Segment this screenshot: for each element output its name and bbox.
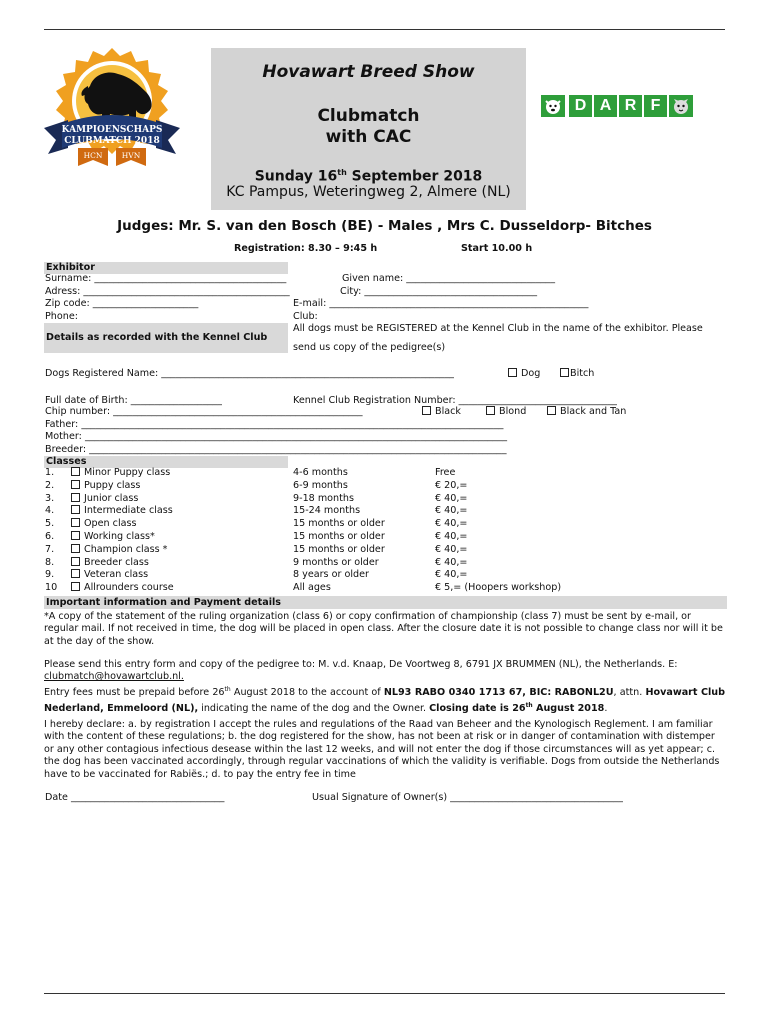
class-number: 4.	[45, 505, 55, 517]
send-instructions: Please send this entry form and copy of the pedigree to: M. v.d. Knaap, De Voortweg 8, 6791 JX BRUMMEN (NL), the Netherlands. E: clubmatch@hovawartclub.nl.	[44, 659, 678, 683]
black-checkbox[interactable]	[422, 406, 431, 415]
date-of-birth-field[interactable]: Full date of Birth: ___________________	[45, 395, 222, 406]
top-rule	[44, 29, 725, 30]
kc-registration-field[interactable]: Kennel Club Registration Number: _________________________________	[293, 395, 617, 406]
badge-left-text: HCN	[83, 151, 103, 160]
closing-date: Closing date is 26th August 2018	[429, 701, 605, 714]
class-fee: Free	[435, 467, 456, 478]
class-option[interactable]: Allrounders course	[71, 582, 174, 593]
kennel-note-line1: All dogs must be REGISTERED at the Kennel Club in the name of the exhibitor. Please	[293, 323, 703, 334]
class-option[interactable]: Minor Puppy class	[71, 467, 170, 478]
color-black-and-tan-option[interactable]: Black and Tan	[547, 406, 626, 419]
badge-left	[78, 148, 108, 166]
class-fee: € 5,= (Hoopers workshop)	[435, 582, 562, 594]
contact-email-link[interactable]: clubmatch@hovawartclub.nl.	[44, 671, 184, 683]
darf-letter-d: D	[569, 95, 592, 117]
bitch-checkbox[interactable]	[560, 368, 569, 377]
given-name-field[interactable]: Given name: _______________________________	[342, 273, 556, 284]
badge-right	[116, 148, 146, 166]
darf-letter-a: A	[594, 95, 617, 117]
class-number: 10	[45, 582, 58, 594]
clubmatch-title: Clubmatch	[317, 106, 420, 126]
class-statement-note: *A copy of the statement of the ruling organization (class 6) or copy confirmation of championship (class 7) must be sent by e-mail, or regular mail. If not received in time, the dog will be placed in open class. After the closure date it is not possible to change class nor will it be at the day of the show.	[44, 611, 723, 647]
important-heading: Important information and Payment details	[44, 596, 727, 609]
show-title: Hovawart Breed Show	[262, 62, 475, 82]
black-and-tan-checkbox[interactable]	[547, 406, 556, 415]
class-option[interactable]: Veteran class	[71, 569, 148, 580]
darf-logo	[541, 94, 721, 120]
ribbon-line1: KAMPIOENSCHAPS	[61, 125, 163, 135]
registration-time: Registration: 8.30 – 9:45 h	[234, 243, 378, 254]
class-option[interactable]: Intermediate class	[71, 505, 173, 516]
badge-right-text: HVN	[121, 151, 141, 160]
class-option[interactable]: Working class*	[71, 531, 155, 542]
blond-checkbox[interactable]	[486, 406, 495, 415]
cac-title: with CAC	[325, 127, 412, 147]
class-number: 3.	[45, 492, 55, 504]
class-age: 9 months or older	[293, 556, 379, 568]
class-checkbox[interactable]	[71, 518, 80, 527]
cat-face-icon	[669, 95, 693, 117]
date-signature-field[interactable]: Date ________________________________	[45, 792, 225, 803]
class-checkbox[interactable]	[71, 531, 80, 540]
darf-letters	[569, 95, 669, 117]
payment-details: Entry fees must be prepaid before 26th August 2018 to the account of NL93 RABO 0340 1713 67, BIC: RABONL2U, attn. Hovawart Club Nederland, Emmeloord (NL), indicating the name of the dog and the Owner. Closing date is 26th August 2018.	[44, 686, 726, 714]
ribbon-line2: CLUBMATCH 2018	[64, 136, 160, 146]
color-blond-option[interactable]: Blond	[486, 406, 526, 419]
class-checkbox[interactable]	[71, 493, 80, 502]
class-fee: € 40,=	[435, 505, 468, 517]
classes-heading: Classes	[44, 456, 288, 468]
kennel-note-line2: send us copy of the pedigree(s)	[293, 342, 446, 353]
class-age: 15 months or older	[293, 518, 385, 530]
phone-field[interactable]: Phone:	[45, 311, 78, 322]
bank-account: NL93 RABO 0340 1713 67, BIC: RABONL2U	[383, 687, 614, 699]
class-fee: € 40,=	[435, 518, 468, 530]
declaration: I hereby declare: a. by registration I accept the rules and regulations of the Raad van Beheer and the Kynologisch Reglement. I am familiar with the content of these regulations; b. the dog registered for the show, has not been at risk or in danger of contamination with distemper or any other contagious infectious desease within the last 12 weeks, and will not enter the dog if those circumstances will as yet appear; c. the dog has been vaccinated accordingly, through regular vaccinations of which the validity is verifiable. Dogs from outside the Netherlands have to be vaccinated for Rabiës.; d. to pay the entry fee in time	[44, 719, 720, 780]
email-field[interactable]: E-mail: ______________________________________________________	[293, 298, 589, 309]
class-fee: € 20,=	[435, 479, 468, 491]
city-field[interactable]: City: ____________________________________	[340, 286, 538, 297]
darf-letter-f: F	[644, 95, 667, 117]
class-option[interactable]: Breeder class	[71, 557, 149, 568]
color-black-option[interactable]: Black	[422, 406, 461, 419]
class-age: 9-18 months	[293, 492, 354, 504]
class-option[interactable]: Champion class *	[71, 544, 167, 555]
class-number: 6.	[45, 531, 55, 542]
kennel-details-heading: Details as recorded with the Kennel Club	[44, 323, 288, 353]
class-checkbox[interactable]	[71, 480, 80, 489]
class-fee: € 40,=	[435, 569, 468, 581]
class-number: 1.	[45, 467, 55, 478]
club-field[interactable]: Club:	[293, 311, 318, 322]
class-number: 8.	[45, 556, 55, 568]
mother-field[interactable]: Mother: ________________________________________________________________________________________	[45, 431, 508, 442]
bitch-option[interactable]: Bitch	[560, 368, 594, 381]
class-checkbox[interactable]	[71, 544, 80, 553]
surname-field[interactable]: Surname: ________________________________________	[45, 273, 287, 284]
class-age: All ages	[293, 582, 331, 594]
class-age: 8 years or older	[293, 569, 369, 581]
darf-letter-r: R	[619, 95, 642, 117]
venue: KC Pampus, Weteringweg 2, Almere (NL)	[226, 184, 511, 200]
dog-checkbox[interactable]	[508, 368, 517, 377]
class-age: 15-24 months	[293, 505, 361, 517]
dog-registered-name-field[interactable]: Dogs Registered Name: _____________________________________________________________	[45, 368, 454, 379]
class-checkbox[interactable]	[71, 557, 80, 566]
class-option[interactable]: Open class	[71, 518, 137, 529]
class-checkbox[interactable]	[71, 582, 80, 591]
class-fee: € 40,=	[435, 543, 468, 555]
class-fee: € 40,=	[435, 492, 468, 504]
class-number: 9.	[45, 569, 55, 581]
judges-line: Judges: Mr. S. van den Bosch (BE) - Males , Mrs C. Dusseldorp- Bitches	[117, 218, 652, 234]
class-checkbox[interactable]	[71, 505, 80, 514]
start-time: Start 10.00 h	[461, 243, 533, 254]
chip-number-field[interactable]: Chip number: ____________________________________________________	[45, 406, 363, 417]
class-age: 6-9 months	[293, 479, 348, 491]
class-fee: € 40,=	[435, 556, 468, 568]
dog-face-icon	[541, 95, 565, 117]
class-age: 15 months or older	[293, 531, 385, 542]
zip-field[interactable]: Zip code: ______________________	[45, 298, 199, 309]
class-age: 15 months or older	[293, 543, 385, 555]
adress-field[interactable]: Adress: ___________________________________________	[45, 286, 290, 297]
breeder-field[interactable]: Breeder: _______________________________________________________________________________________	[45, 444, 507, 455]
class-fee: € 40,=	[435, 531, 468, 542]
exhibitor-heading: Exhibitor	[44, 262, 288, 274]
owner-signature-field[interactable]: Usual Signature of Owner(s) ____________________________________	[312, 792, 623, 803]
class-number: 7.	[45, 543, 55, 555]
class-checkbox[interactable]	[71, 569, 80, 578]
class-option[interactable]: Junior class	[71, 493, 138, 504]
class-number: 5.	[45, 518, 55, 530]
class-age: 4-6 months	[293, 467, 348, 478]
club-logo	[38, 44, 186, 179]
class-option[interactable]: Puppy class	[71, 480, 140, 491]
father-field[interactable]: Father: ________________________________________________________________________________________	[45, 419, 504, 430]
dog-option[interactable]: Dog	[508, 368, 540, 381]
class-number: 2.	[45, 479, 55, 491]
class-checkbox[interactable]	[71, 467, 80, 476]
bottom-rule	[44, 993, 725, 994]
show-date: Sunday 16th September 2018	[254, 168, 483, 185]
